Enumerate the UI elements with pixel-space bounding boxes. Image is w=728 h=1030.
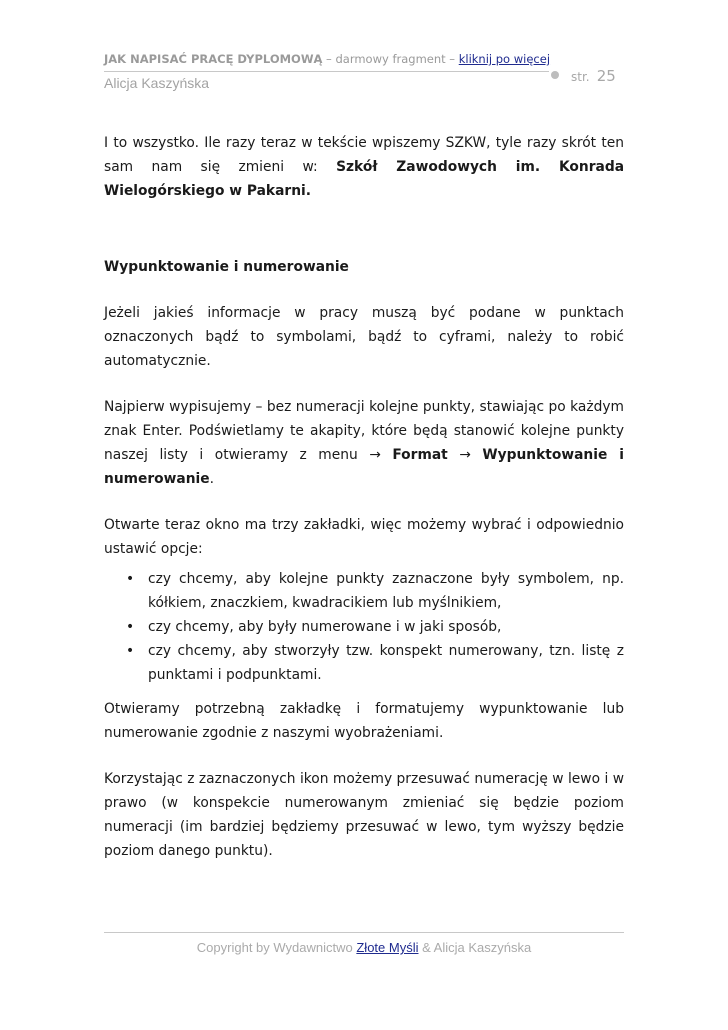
menu-bullets-numbering: Wypunktowanie i numerowanie (104, 447, 624, 487)
paragraph-text: I to wszystko. Ile razy teraz w tekście wpiszemy SZKW, tyle razy skrót ten sam nam się zmieni w: (104, 135, 624, 175)
page-label: str. (571, 70, 590, 84)
section-heading: Wypunktowanie i numerowanie (104, 259, 349, 275)
header-title-line (104, 52, 550, 66)
header-separator: – (322, 52, 336, 66)
bullet-dot-icon (551, 71, 559, 79)
paragraph: Jeżeli jakieś informacje w pracy muszą być podane w punktach oznaczonych bądź to symbolami, bądź to cyframi, należy to robić automatycznie. (104, 305, 624, 369)
copyright-text: Copyright by Wydawnictwo (196, 940, 357, 955)
paragraph (104, 395, 624, 491)
paragraph-text: Najpierw wypisujemy – bez numeracji kolejne punkty, stawiając po każdym znak Enter. Podświetlamy te akapity, które będą stanowić kolejne punkty naszej listy i otwieramy z menu → (104, 399, 624, 463)
paragraph-text: . (209, 471, 215, 487)
footer-divider (104, 932, 624, 933)
more-link[interactable]: kliknij po więcej (458, 52, 551, 66)
document-body (104, 131, 624, 863)
header-author: Alicja Kaszyńska (104, 75, 210, 91)
list-item: • czy chcemy, aby kolejne punkty zaznaczone były symbolem, np. kółkiem, znaczkiem, kwadracikiem lub myślnikiem, (148, 567, 624, 615)
copyright-author: & Alicja Kaszyńska (418, 940, 532, 955)
menu-arrow: → (447, 447, 483, 463)
page-indicator (551, 66, 616, 85)
menu-format: Format (392, 447, 448, 463)
list-item: • czy chcemy, aby stworzyły tzw. konspekt numerowany, tzn. listę z punktami i podpunktami. (148, 639, 624, 687)
fragment-label: darmowy fragment (335, 52, 446, 66)
page-number: 25 (596, 67, 616, 85)
paragraph (104, 131, 624, 203)
paragraph-bold-text: Szkół Zawodowych im. Konrada Wielogórskiego w Pakarni. (104, 159, 625, 199)
publisher-link[interactable]: Złote Myśli (356, 940, 419, 955)
list-item: • czy chcemy, aby były numerowane i w jaki sposób, (148, 615, 624, 639)
bullet-list (104, 567, 624, 687)
paragraph: Otwieramy potrzebną zakładkę i formatujemy wypunktowanie lub numerowanie zgodnie z naszymi wyobrażeniami. (104, 701, 624, 741)
paragraph: Korzystając z zaznaczonych ikon możemy przesuwać numerację w lewo i w prawo (w konspekcie numerowanym zmieniać się będzie poziom numeracji (im bardziej będziemy przesuwać w lewo, tym wyższy będzie poziom danego punktu). (104, 771, 624, 859)
page-header (104, 52, 624, 112)
paragraph: Otwarte teraz okno ma trzy zakładki, więc możemy wybrać i odpowiednio ustawić opcje: (104, 517, 624, 557)
header-separator: – (445, 52, 459, 66)
book-title: JAK NAPISAĆ PRACĘ DYPLOMOWĄ (104, 52, 323, 66)
header-divider (104, 71, 549, 72)
page-footer (0, 940, 728, 955)
